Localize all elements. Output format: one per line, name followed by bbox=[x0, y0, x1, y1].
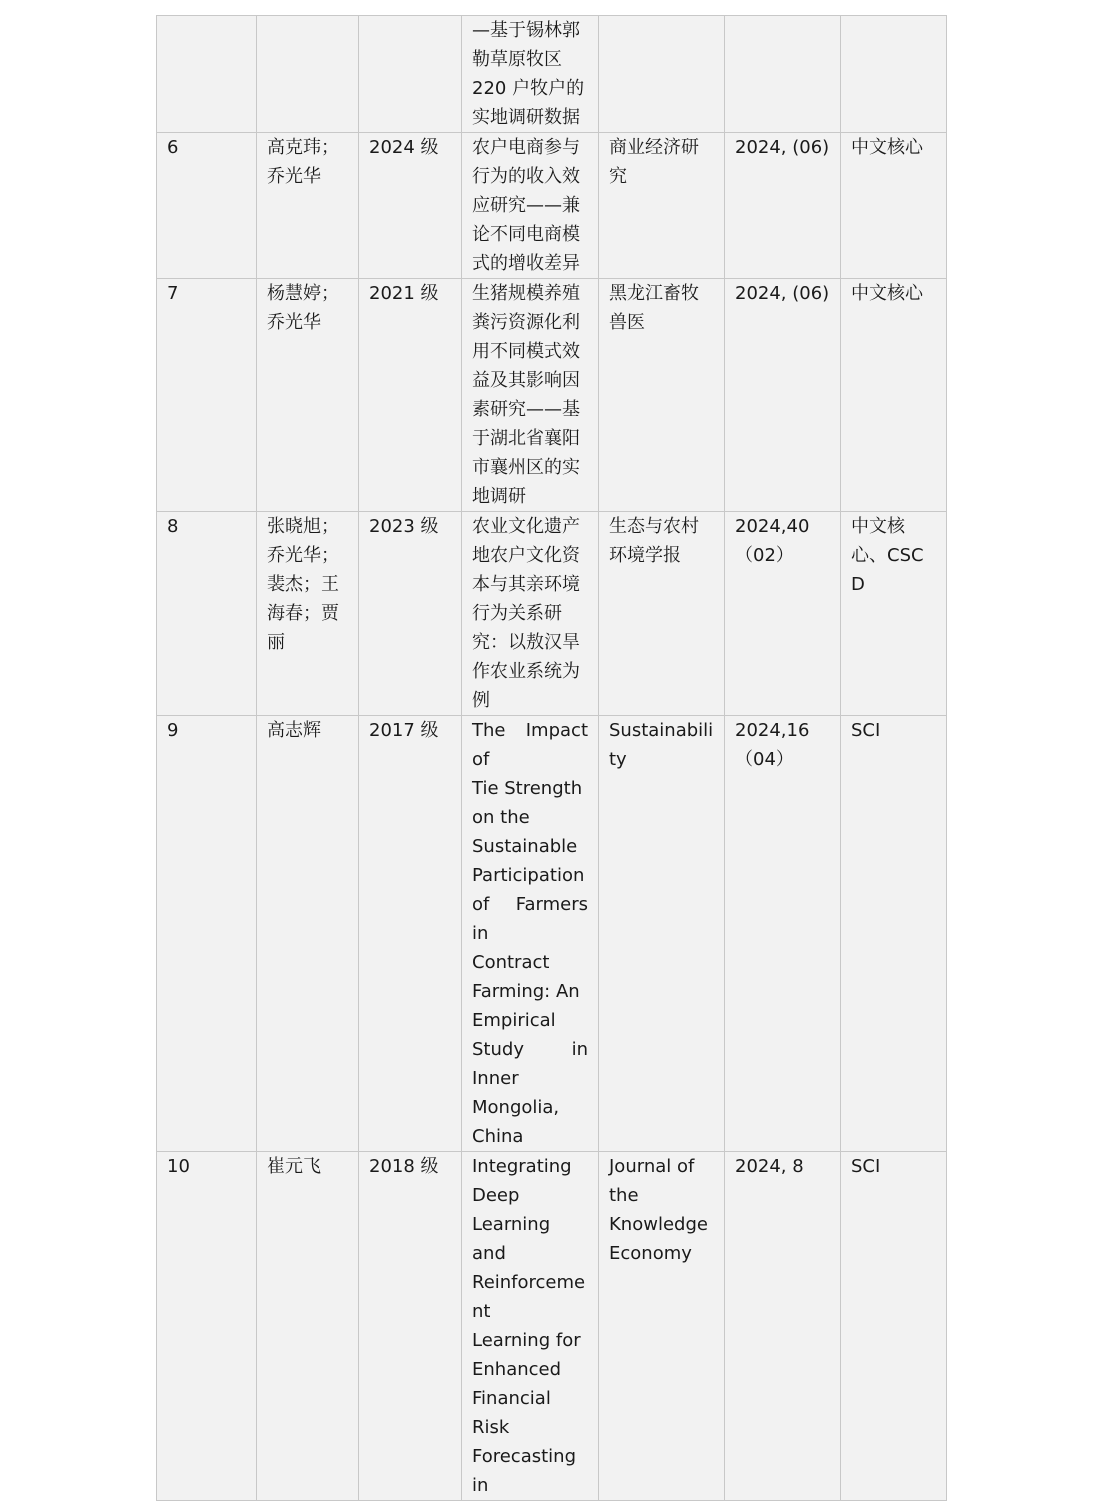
cell-issue: 2024,16 （04） bbox=[725, 716, 841, 1152]
cell-journal bbox=[599, 16, 725, 133]
cell-level: SCI bbox=[841, 1152, 947, 1501]
cell-index: 6 bbox=[157, 133, 257, 279]
cell-grade: 2023 级 bbox=[359, 512, 462, 716]
cell-grade: 2018 级 bbox=[359, 1152, 462, 1501]
cell-level: 中文核心 bbox=[841, 279, 947, 512]
cell-index: 10 bbox=[157, 1152, 257, 1501]
cell-index: 7 bbox=[157, 279, 257, 512]
cell-issue: 2024,40 （02） bbox=[725, 512, 841, 716]
cell-journal: Journal of the Knowledge Economy bbox=[599, 1152, 725, 1501]
cell-issue: 2024, 8 bbox=[725, 1152, 841, 1501]
table-row bbox=[157, 716, 947, 1152]
table-row bbox=[157, 1152, 947, 1501]
cell-index bbox=[157, 16, 257, 133]
cell-journal: 商业经济研 究 bbox=[599, 133, 725, 279]
cell-level: 中文核心 bbox=[841, 133, 947, 279]
cell-authors bbox=[257, 16, 359, 133]
cell-issue: 2024, (06) bbox=[725, 279, 841, 512]
cell-authors: 崔元飞 bbox=[257, 1152, 359, 1501]
cell-level: 中文核 心、CSCD bbox=[841, 512, 947, 716]
cell-title: 农户电商参与 行为的收入效 应研究——兼 论不同电商模 式的增收差异 bbox=[462, 133, 599, 279]
cell-title: 农业文化遗产 地农户文化资 本与其亲环境 行为关系研 究：以敖汉旱 作农业系统为 例 bbox=[462, 512, 599, 716]
cell-authors: 杨慧婷； 乔光华 bbox=[257, 279, 359, 512]
table-row bbox=[157, 512, 947, 716]
cell-title: Integrating Deep Learning and Reinforcement Learning for Enhanced Financial Risk Forecasting in bbox=[462, 1152, 599, 1501]
table-row bbox=[157, 133, 947, 279]
cell-title: The Impact of Tie Strength on the Sustainable Participation of Farmers in Contract Farming: An Empirical Study in Inner Mongolia, China bbox=[462, 716, 599, 1152]
cell-grade: 2021 级 bbox=[359, 279, 462, 512]
table-row bbox=[157, 16, 947, 133]
cell-issue: 2024, (06) bbox=[725, 133, 841, 279]
cell-grade bbox=[359, 16, 462, 133]
cell-authors: 张晓旭； 乔光华； 裴杰；王 海春；贾 丽 bbox=[257, 512, 359, 716]
cell-authors: 高克玮； 乔光华 bbox=[257, 133, 359, 279]
cell-index: 9 bbox=[157, 716, 257, 1152]
cell-title: —基于锡林郭 勒草原牧区 220 户牧户的 实地调研数据 bbox=[462, 16, 599, 133]
cell-issue bbox=[725, 16, 841, 133]
cell-index: 8 bbox=[157, 512, 257, 716]
cell-grade: 2017 级 bbox=[359, 716, 462, 1152]
cell-title: 生猪规模养殖 粪污资源化利 用不同模式效 益及其影响因 素研究——基 于湖北省襄阳 市襄州区的实 地调研 bbox=[462, 279, 599, 512]
cell-journal: 生态与农村 环境学报 bbox=[599, 512, 725, 716]
cell-journal: 黑龙江畜牧 兽医 bbox=[599, 279, 725, 512]
publication-table bbox=[156, 15, 947, 1501]
cell-journal: Sustainability bbox=[599, 716, 725, 1152]
table-row bbox=[157, 279, 947, 512]
cell-level: SCI bbox=[841, 716, 947, 1152]
cell-authors: 高志辉 bbox=[257, 716, 359, 1152]
cell-level bbox=[841, 16, 947, 133]
cell-grade: 2024 级 bbox=[359, 133, 462, 279]
